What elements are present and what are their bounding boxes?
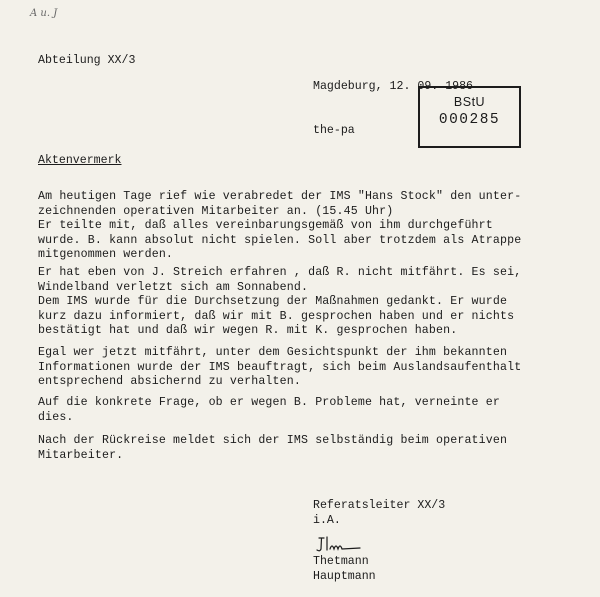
- handwritten-note: A u. J: [30, 8, 58, 19]
- signature-ia: i.A.: [313, 513, 341, 527]
- body-line: Informationen wurde der IMS beauftragt, sich beim Auslandsaufenthalt: [38, 360, 522, 374]
- stamp-label: BStU: [453, 95, 486, 109]
- body-line: mitgenommen werden.: [38, 248, 174, 261]
- signature-rank: Hauptmann: [313, 569, 376, 583]
- body-line: kurz dazu informiert, daß wir mit B. gesprochen haben und er nichts: [38, 309, 515, 323]
- archive-stamp: [418, 86, 521, 148]
- body-line: Dem IMS wurde für die Durchsetzung der Maßnahmen gedankt. Er wurde: [38, 295, 508, 308]
- document-heading: Aktenvermerk: [38, 154, 122, 167]
- body-line: bestätigt hat und daß wir wegen R. mit K. gesprochen haben.: [38, 324, 458, 337]
- body-line: Auf die konkrete Frage, ob er wegen B. Probleme hat, verneinte er: [38, 396, 500, 409]
- body-line: Er hat eben von J. Streich erfahren , daß R. nicht mitfährt. Es sei,: [38, 266, 522, 279]
- department: Abteilung XX/3: [38, 54, 136, 67]
- body-line: Windelband verletzt sich am Sonnabend.: [38, 280, 309, 294]
- stamp-number: 000285: [438, 112, 501, 128]
- signature-name: Thetmann: [313, 555, 369, 568]
- body-line: zeichnenden operativen Mitarbeiter an. (15.45 Uhr): [38, 204, 394, 218]
- reference: the-pa: [313, 123, 355, 137]
- body-line: Er teilte mit, daß alles vereinbarungsgemäß von ihm durchgeführt: [38, 219, 493, 232]
- body-line: Nach der Rückreise meldet sich der IMS selbständig beim operativen: [38, 434, 508, 447]
- body-line: Am heutigen Tage rief wie verabredet der IMS "Hans Stock" den unter-: [38, 190, 522, 203]
- location-date: Magdeburg, 12. 09. 1986: [313, 80, 474, 93]
- body-line: Mitarbeiter.: [38, 448, 124, 462]
- signature-title: Referatsleiter XX/3: [313, 499, 446, 512]
- body-line: entsprechend absichernd zu verhalten.: [38, 375, 301, 388]
- body-line: dies.: [38, 410, 74, 424]
- body-line: wurde. B. kann absolut nicht spielen. Soll aber trotzdem als Atrappe: [38, 233, 522, 247]
- body-line: Egal wer jetzt mitfährt, unter dem Gesichtspunkt der ihm bekannten: [38, 346, 508, 359]
- handwritten-signature: [316, 535, 364, 553]
